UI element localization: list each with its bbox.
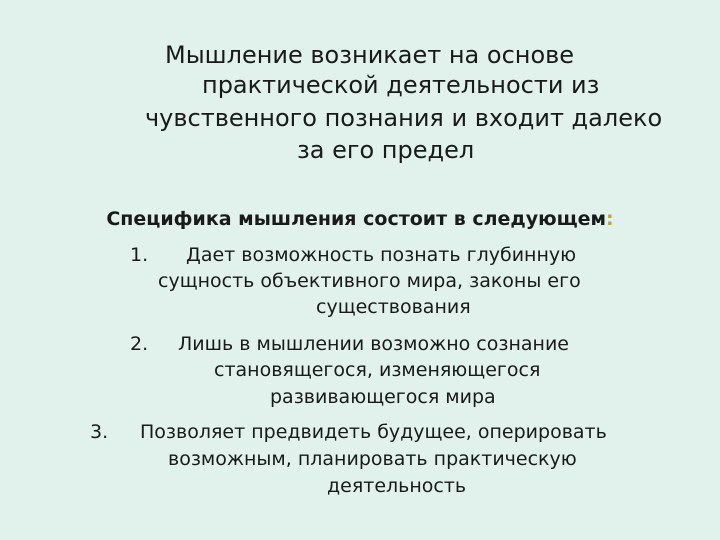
list-item-line: сущность объективного мира, законы его [158, 270, 581, 292]
list-item-line: Лишь в мышлении возможно сознание [178, 333, 569, 355]
intro-line-3: чувственного познания и входит далеко [145, 104, 663, 132]
list-item-line: Дает возможность познать глубинную [186, 244, 577, 266]
list-item-line: развивающегося мира [270, 386, 496, 408]
list-item-number: 1. [130, 244, 149, 266]
intro-line-4: за его предел [297, 136, 475, 164]
list-item-line: возможным, планировать практическую [168, 448, 577, 470]
list-item-number: 2. [130, 333, 149, 355]
list-item-line: деятельность [327, 475, 467, 497]
section-heading-text: Специфика мышления состоит в следующем [106, 208, 607, 230]
list-item-number: 3. [90, 421, 109, 443]
section-heading [0, 206, 720, 232]
list-item-line: существования [316, 296, 471, 318]
list-item-line: Позволяет предвидеть будущее, оперировать [140, 421, 607, 443]
list-item-line: становящегося, изменяющегося [214, 359, 541, 381]
intro-line-1: Мышление возникает на основе [165, 41, 575, 69]
intro-line-2: практической деятельности из [202, 71, 600, 99]
section-heading-colon: : [606, 208, 614, 230]
